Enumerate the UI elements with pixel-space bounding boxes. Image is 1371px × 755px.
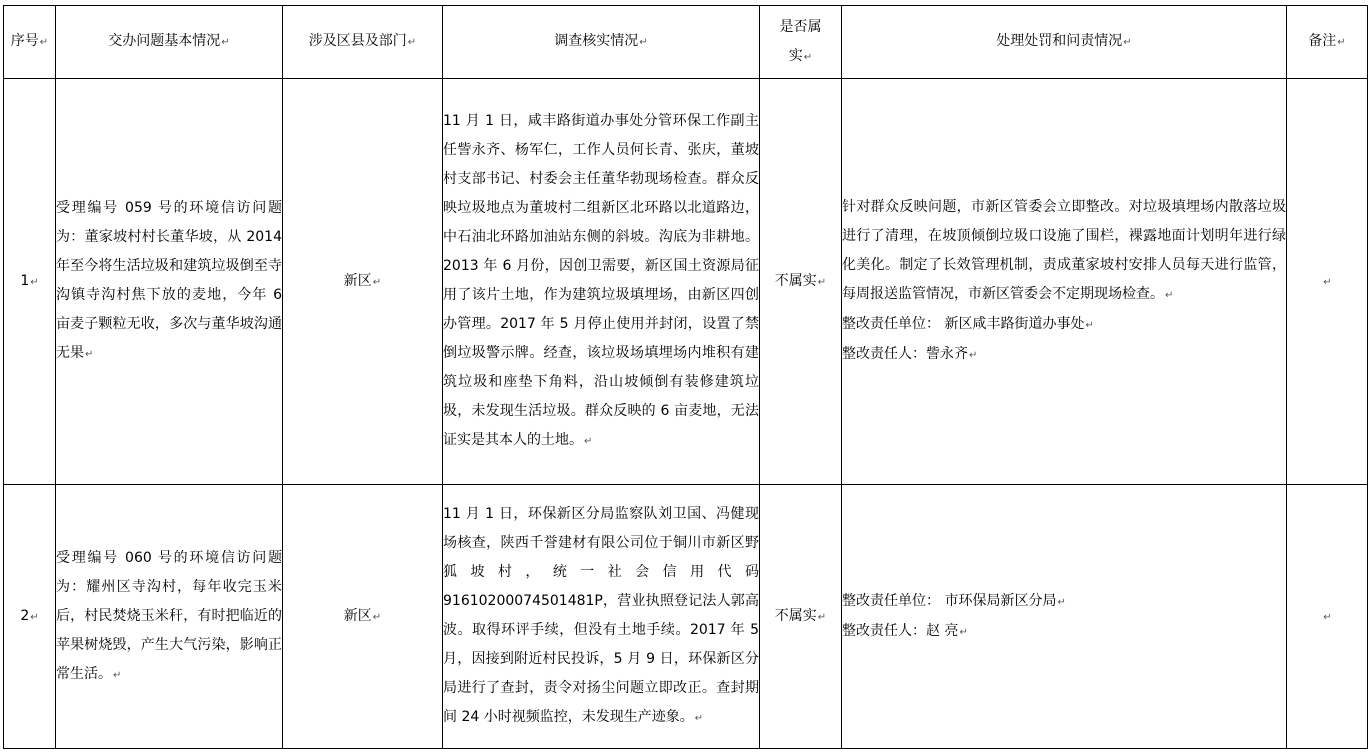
row-investigation: 11 月 1 日，咸丰路街道办事处分管环保工作副主任訾永齐、杨军仁，工作人员何长青、张庆，董坡村支部书记、村委会主任董华勃现场检查。群众反映垃圾地点为董坡村二组新区北环路以北道路边，中石油北环路加油站东侧的斜坡。沟底为非耕地。2013 年 6 月份，因创卫需要，新区国土资源局征用了该片土地，作为建筑垃圾填埋场，由新区四创办管理。2017 年 5 月停止使用并封闭，设置了禁倒垃圾警示牌。经查，该垃圾场填埋场内堆积有建筑垃圾和座垫下角料，沿山坡倾倒有装修建筑垃圾，未发现生活垃圾。群众反映的 6 亩麦地，无法证实是其本人的土地。↵ bbox=[443, 79, 760, 485]
header-seq: 序号↵ bbox=[4, 6, 56, 79]
header-issue: 交办问题基本情况↵ bbox=[56, 6, 283, 79]
row-dept: 新区↵ bbox=[283, 485, 443, 749]
header-row bbox=[4, 6, 1368, 79]
header-handling: 处理处罚和问责情况↵ bbox=[842, 6, 1287, 79]
table-row bbox=[4, 485, 1368, 749]
row-remarks: ↵ bbox=[1287, 79, 1368, 485]
row-verified: 不属实↵ bbox=[760, 485, 842, 749]
responsible-person: 整改责任人：赵 亮↵ bbox=[842, 622, 968, 639]
row-investigation: 11 月 1 日，环保新区分局监察队刘卫国、冯健现场核查，陕西千誉建材有限公司位于铜川市新区野狐坡村，统一社会信用代码 91610200074501481P，营业执照登记法人郭高波。取得环评手续，但没有土地手续。2017 年 5 月，因接到附近村民投诉，5 月 9 日，环保新区分局进行了查封，责令对扬尘问题立即改正。查封期间 24 小时视频监控，未发现生产迹象。↵ bbox=[443, 485, 760, 749]
header-investigation: 调查核实情况↵ bbox=[443, 6, 760, 79]
header-dept: 涉及区县及部门↵ bbox=[283, 6, 443, 79]
responsible-person: 整改责任人：訾永齐↵ bbox=[842, 346, 978, 362]
row-seq: 1↵ bbox=[4, 79, 56, 485]
header-verified: 是否属实↵ bbox=[760, 6, 842, 79]
table-row bbox=[4, 79, 1368, 485]
complaint-table bbox=[3, 5, 1368, 749]
responsible-unit: 整改责任单位： 市环保局新区分局↵ bbox=[842, 592, 1066, 609]
row-issue: 受理编号 060 号的环境信访问题为：耀州区寺沟村，每年收完玉米后，村民焚烧玉米秆，有时把临近的苹果树烧毁，产生大气污染，影响正常生活。↵ bbox=[56, 485, 283, 749]
header-remarks: 备注↵ bbox=[1287, 6, 1368, 79]
responsible-unit: 整改责任单位： 新区咸丰路街道办事处↵ bbox=[842, 316, 1094, 332]
row-seq: 2↵ bbox=[4, 485, 56, 749]
row-handling bbox=[842, 79, 1287, 485]
row-handling bbox=[842, 485, 1287, 749]
row-remarks: ↵ bbox=[1287, 485, 1368, 749]
row-verified: 不属实↵ bbox=[760, 79, 842, 485]
row-dept: 新区↵ bbox=[283, 79, 443, 485]
handling-paragraph: 针对群众反映问题，市新区管委会立即整改。对垃圾填埋场内散落垃圾进行了清理，在坡顶倾倒垃圾口设施了围栏，裸露地面计划明年进行绿化美化。制定了长效管理机制，责成董家坡村安排人员每天进行监管，每周报送监管情况，市新区管委会不定期现场检查。↵ bbox=[842, 199, 1286, 302]
row-issue: 受理编号 059 号的环境信访问题为：董家坡村村长董华坡，从 2014 年至今将生活垃圾和建筑垃圾倒至寺沟镇寺沟村焦下放的麦地，今年 6 亩麦子颗粒无收，多次与董华坡沟通无果↵ bbox=[56, 79, 283, 485]
